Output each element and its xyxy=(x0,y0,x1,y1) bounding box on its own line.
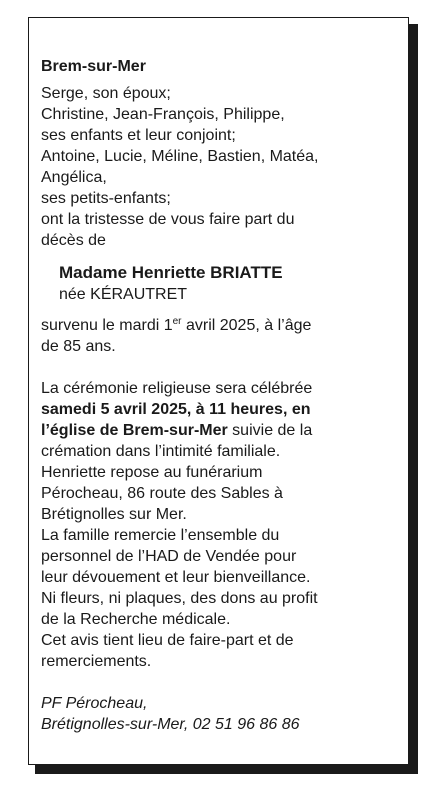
family-line: ses petits-enfants; xyxy=(41,190,171,207)
family-line: décès de xyxy=(41,232,106,249)
ceremony-date-bold: samedi 5 avril 2025, à 11 heures, en xyxy=(41,401,311,418)
maiden-name: née KÉRAUTRET xyxy=(59,286,188,303)
family-line: Angélica, xyxy=(41,169,107,186)
ceremony-line: Ni fleurs, ni plaques, des dons au profit xyxy=(41,590,318,607)
obituary-text xyxy=(41,56,396,735)
deceased-block xyxy=(59,262,396,305)
ceremony-intro: La cérémonie religieuse sera célébrée xyxy=(41,380,313,397)
ceremony-line: Henriette repose au funérarium xyxy=(41,464,263,481)
ceremony-line: crémation dans l’intimité familiale. xyxy=(41,443,281,460)
family-line: Antoine, Lucie, Méline, Bastien, Matéa, xyxy=(41,148,319,165)
ceremony-line: Pérocheau, 86 route des Sables à xyxy=(41,485,283,502)
age-line: de 85 ans. xyxy=(41,338,116,355)
family-list xyxy=(41,83,396,251)
ceremony-line: personnel de l’HAD de Vendée pour xyxy=(41,548,297,565)
ceremony-line: Cet avis tient lieu de faire-part et de xyxy=(41,632,294,649)
death-post: avril 2025, à l’âge xyxy=(181,317,312,334)
ceremony-place xyxy=(41,420,396,441)
death-info xyxy=(41,315,396,357)
ceremony-info xyxy=(41,378,396,672)
town-heading: Brem-sur-Mer xyxy=(41,58,146,75)
ceremony-line: de la Recherche médicale. xyxy=(41,611,231,628)
deceased-name: Madame Henriette BRIATTE xyxy=(59,263,283,282)
signature xyxy=(41,693,396,735)
death-date-line xyxy=(41,315,396,336)
ceremony-line: La famille remercie l’ensemble du xyxy=(41,527,280,544)
family-line: Christine, Jean-François, Philippe, xyxy=(41,106,285,123)
spacer xyxy=(41,357,396,378)
ordinal-suffix: er xyxy=(172,316,182,327)
ceremony-line: leur dévouement et leur bienveillance. xyxy=(41,569,311,586)
ceremony-place-after: suivie de la xyxy=(227,422,313,439)
ceremony-place-bold: l’église de Brem-sur-Mer xyxy=(41,422,228,439)
spacer xyxy=(41,672,396,693)
ceremony-date xyxy=(41,399,396,420)
ceremony-line: remerciements. xyxy=(41,653,152,670)
funeral-home: PF Pérocheau, xyxy=(41,695,148,712)
death-pre: survenu le mardi 1 xyxy=(41,317,173,334)
family-line: Serge, son époux; xyxy=(41,85,171,102)
family-line: ont la tristesse de vous faire part du xyxy=(41,211,295,228)
ceremony-line: Brétignolles sur Mer. xyxy=(41,506,187,523)
funeral-home-contact: Brétignolles-sur-Mer, 02 51 96 86 86 xyxy=(41,716,300,733)
family-line: ses enfants et leur conjoint; xyxy=(41,127,236,144)
